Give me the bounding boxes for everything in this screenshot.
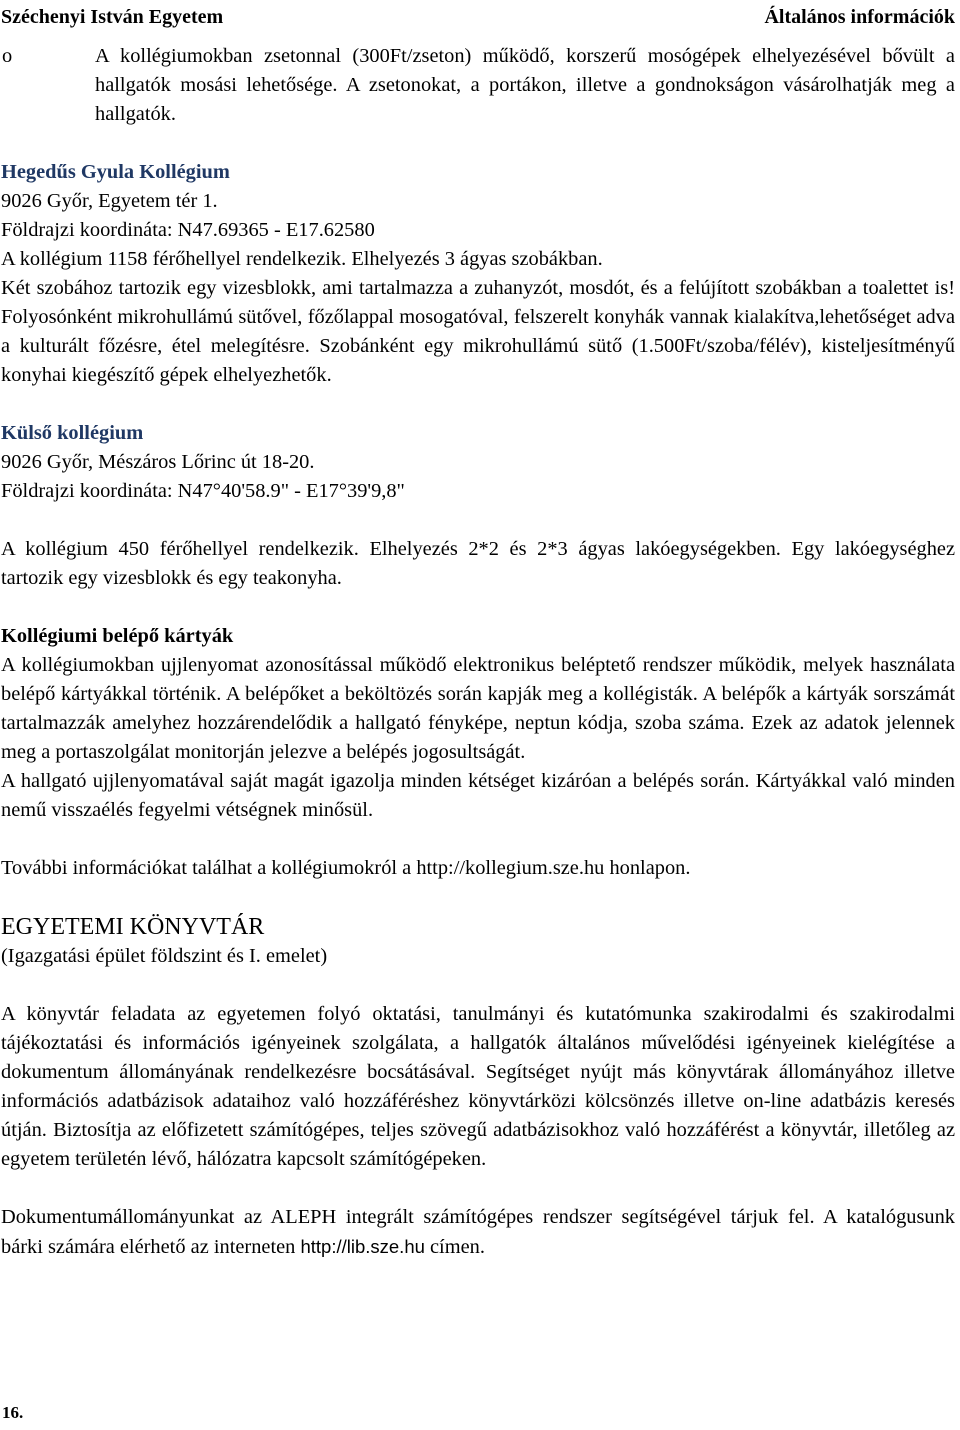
cards-paragraph-1: A kollégiumokban ujjlenyomat azonosítással működő elektronikus beléptető rendszer működik, melyek használata belépő kártyákkal történik. A belépőket a beköltözés során kapják meg a kollégisták. A belépők a kártyák sorszámát tartalmazzák amelyhez hozzárendelődik a hallgató fényképe, neptun kódja, szoba száma. Ezek az adatok jelennek meg a portaszolgálat monitorján jelezve a belépés jogosultságát. <box>1 654 955 763</box>
header-institution: Széchenyi István Egyetem <box>1 6 224 28</box>
library-paragraph-2-end: címen. <box>424 1236 485 1258</box>
library-title: EGYETEMI KÖNYVTÁR <box>1 914 265 940</box>
section-library <box>1 912 955 1262</box>
page-content <box>1 42 955 1262</box>
section-cards <box>1 622 955 883</box>
page-number: 16. <box>2 1403 24 1422</box>
cards-title: Kollégiumi belépő kártyák <box>1 625 234 647</box>
hegedus-description: Két szobához tartozik egy vizesblokk, ami tartalmazza a zuhanyzót, mosdót, és a felújított szobákban a toalettet is! Folyosónként mikrohullámú sütővel, főzőlappal mosogatóval, felszerelt konyhák vannak kialakítva,lehetőséget adva a kulturált főzésre, étel melegítésre. Szobánként egy mikrohullámú sütő (1.500Ft/szoba/félév), kisteljesítményű konyhai kiegészítő gépek elhelyezhetők. <box>1 277 955 386</box>
page-header <box>0 4 955 30</box>
cards-more-info: További információkat találhat a kollégiumokról a http://kollegium.sze.hu honlapon. <box>1 857 691 879</box>
library-paragraph-2 <box>1 1203 955 1262</box>
library-paragraph-1: A könyvtár feladata az egyetemen folyó oktatási, tanulmányi és kutatómunka szakirodalmi és szakirodalmi tájékoztatási és információs igényeinek szolgálata, a hallgatók általános művelődési igényeinek kielégítése a dokumentum állományának rendelkezésre bocsátásával. Segítséget nyújt más könyvtárak állományához illetve információs adatbázisok adataihoz való hozzáféréshez könyvtárközi kölcsönzés illetve on-line adatbázis keresés útján. Biztosítja az előfizetett számítógépes, teljes szövegű adatbázisokhoz való hozzáférést a könyvtár, illetőleg az egyetem területén lévő, hálózatra kapcsolt számítógépeken. <box>1 1003 955 1170</box>
library-paragraph-2-text: Dokumentumállományunkat az ALEPH integrált számítógépes rendszer segítségével tárjuk fel. A katalógusunk bárki számára elérhető az interneten <box>1 1206 955 1258</box>
section-kulso <box>1 419 955 593</box>
header-section-title: Általános információk <box>764 6 955 28</box>
hegedus-title: Hegedűs Gyula Kollégium <box>1 161 230 183</box>
cards-paragraph-2: A hallgató ujjlenyomatával saját magát igazolja minden kétséget kizáróan a belépés során. Kártyákkal való minden nemű visszaélés fegyelmi vétségnek minősül. <box>1 770 955 821</box>
kulso-description: A kollégium 450 férőhellyel rendelkezik. Elhelyezés 2*2 és 2*3 ágyas lakóegységekben. Egy lakóegységhez tartozik egy vizesblokk és egy teakonyha. <box>1 538 955 589</box>
kulso-title: Külső kollégium <box>1 422 144 444</box>
bullet-text: A kollégiumokban zsetonnal (300Ft/zseton) működő, korszerű mosógépek elhelyezésével bővült a hallgatók mosási lehetősége. A zsetonokat, a portákon, illetve a gondnokságon vásárolhatják meg a hallgatók. <box>95 45 955 125</box>
bullet-item-washing <box>1 42 955 129</box>
kulso-coords: Földrajzi koordináta: N47°40'58.9" - E17°39'9,8" <box>1 480 405 502</box>
bullet-mark: o <box>2 45 13 67</box>
hegedus-capacity: A kollégium 1158 férőhellyel rendelkezik. Elhelyezés 3 ágyas szobákban. <box>1 248 603 270</box>
kulso-address: 9026 Győr, Mészáros Lőrinc út 18-20. <box>1 451 315 473</box>
section-hegedus <box>1 158 955 390</box>
hegedus-coords: Földrajzi koordináta: N47.69365 - E17.62580 <box>1 219 375 241</box>
library-catalog-link[interactable]: http://lib.sze.hu <box>300 1236 425 1257</box>
hegedus-address: 9026 Győr, Egyetem tér 1. <box>1 190 218 212</box>
library-location: (Igazgatási épület földszint és I. emelet) <box>1 945 328 967</box>
